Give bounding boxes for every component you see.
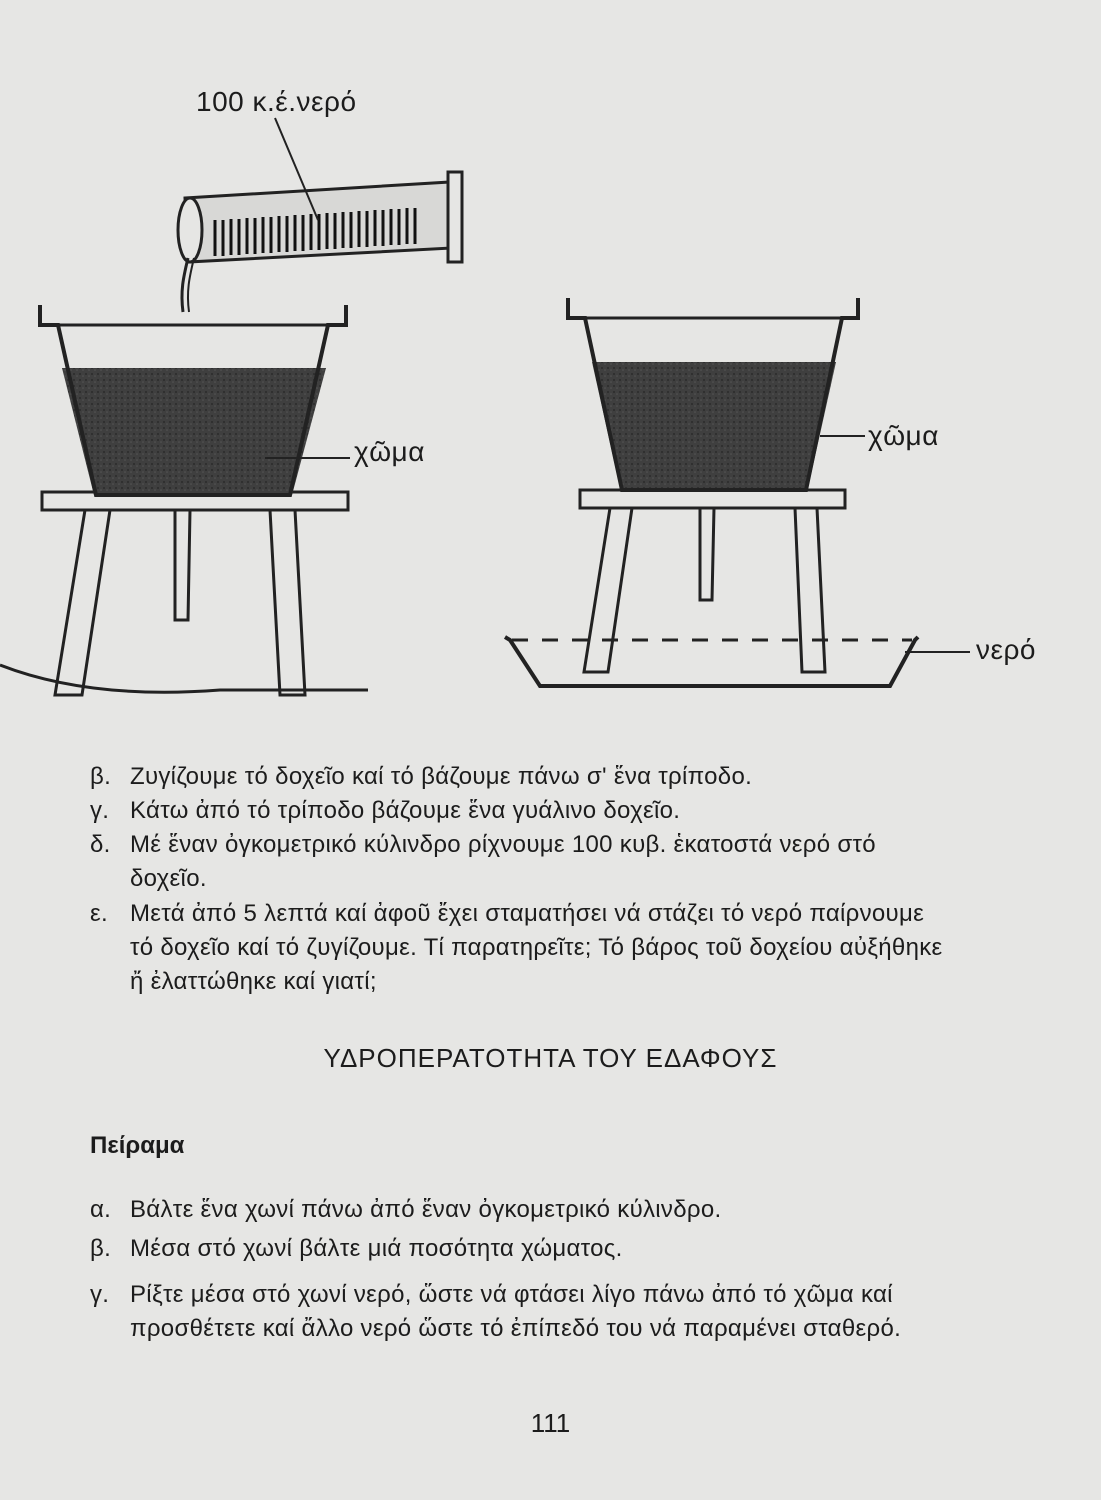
step-letter: γ. xyxy=(90,1281,110,1308)
step-item xyxy=(90,760,950,794)
step-letter: α. xyxy=(90,1196,112,1223)
experiment-step xyxy=(90,1232,950,1266)
page-number: 111 xyxy=(530,1408,571,1438)
glass-basin xyxy=(505,637,918,686)
cylinder-label: 100 κ.έ.νερό xyxy=(196,86,357,117)
step-text: Μετά ἀπό 5 λεπτά καί ἀφοῦ ἔχει σταματήσει νά στάζει τό νερό παίρνουμε τό δοχεῖο καί τό ζυγίζουμε. Τί παρατηρεῖτε; Τό βάρος τοῦ δοχείου αὐξήθηκε ἤ ἐλαττώθηκε καί γιατί; xyxy=(130,900,943,995)
experiment-step xyxy=(90,1193,950,1227)
step-item xyxy=(90,897,950,999)
step-letter: β. xyxy=(90,1235,112,1262)
step-text: Μέσα στό χωνί βάλτε μιά ποσότητα χώματος. xyxy=(130,1235,623,1262)
step-text: Ρίξτε μέσα στό χωνί νερό, ὥστε νά φτάσει λίγο πάνω ἀπό τό χῶμα καί προσθέτετε καί ἄλλο νερό ὥστε τό ἐπίπεδό του νά παραμένει σταθερό. xyxy=(130,1281,902,1342)
experiment-illustration xyxy=(0,0,1101,720)
graduated-cylinder xyxy=(178,172,462,312)
left-bucket xyxy=(40,305,346,495)
soil-left-label: χῶμα xyxy=(354,436,425,467)
water-label: νερό xyxy=(976,634,1036,665)
step-item xyxy=(90,828,950,896)
step-letter: δ. xyxy=(90,831,111,858)
step-text: Ζυγίζουμε τό δοχεῖο καί τό βάζουμε πάνω σ' ἕνα τρίποδο. xyxy=(130,763,753,790)
step-letter: γ. xyxy=(90,797,110,824)
experiment-step xyxy=(90,1278,950,1346)
left-tripod xyxy=(42,492,348,695)
right-bucket xyxy=(568,298,858,490)
section-title: ΥΔΡΟΠΕΡΑΤΟΤΗΤΑ ΤΟΥ ΕΔΑΦΟΥΣ xyxy=(323,1043,778,1073)
step-text: Βάλτε ἕνα χωνί πάνω ἀπό ἕναν ὀγκομετρικό κύλινδρο. xyxy=(130,1196,722,1223)
subheading: Πείραμα xyxy=(90,1132,185,1159)
step-letter: β. xyxy=(90,763,112,790)
step-text: Κάτω ἀπό τό τρίποδο βάζουμε ἕνα γυάλινο δοχεῖο. xyxy=(130,797,681,824)
step-item xyxy=(90,794,950,828)
soil-right-label: χῶμα xyxy=(868,420,939,451)
right-tripod xyxy=(580,490,845,672)
step-text: Μέ ἕναν ὀγκομετρικό κύλινδρο ρίχνουμε 100 κυβ. ἑκατοστά νερό στό δοχεῖο. xyxy=(130,831,876,892)
step-letter: ε. xyxy=(90,900,108,927)
